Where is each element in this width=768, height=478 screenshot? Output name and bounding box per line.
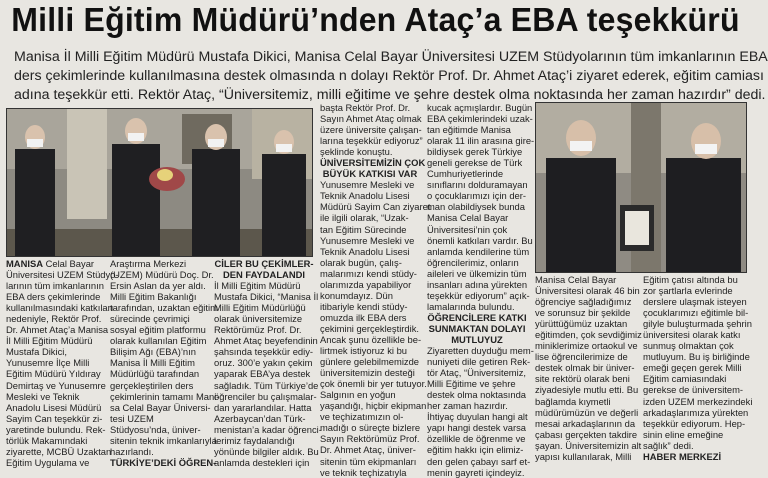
column-line: sağlık” dedi. bbox=[643, 439, 694, 451]
column-line: menistan’a kadar öğrenci- bbox=[214, 423, 322, 435]
column-line: destek olmak bir üniver- bbox=[535, 362, 635, 374]
column-line: nedeniyle, Rektör Prof. bbox=[6, 313, 102, 325]
column-line: lamalarında bulundu. bbox=[427, 300, 515, 312]
group-photo-image bbox=[7, 109, 312, 256]
column-line: Anadolu Lisesi Müdürü bbox=[6, 401, 102, 413]
column-line: öğrenciye sağladığımız bbox=[535, 296, 632, 308]
column-line: Ersin Aslan da yer aldı. bbox=[110, 280, 206, 292]
headline: Milli Eğitim Müdürü’nden Ataç’a EBA teşekkürü bbox=[11, 1, 740, 38]
column-line: sitenin tüm ekipmanları bbox=[320, 455, 417, 467]
column-line: Teknik Anadolu Lisesi bbox=[320, 245, 410, 257]
column-line: (UZEM) Müdürü Doç. Dr. bbox=[110, 269, 214, 281]
column-line: eğitim hakkı için elimiz- bbox=[427, 444, 524, 456]
column-line: man olabildiysek bunda bbox=[427, 201, 525, 213]
column-line: sunmuş olmaktan çok bbox=[643, 340, 734, 352]
column-line: Müdürlüğü tarafından bbox=[110, 368, 200, 380]
column-line: nuniyeti dile getiren Rek- bbox=[427, 356, 531, 368]
column-subheading: MUTLUYUZ bbox=[451, 333, 503, 345]
article-column-2 bbox=[110, 258, 220, 468]
column-line: itibariyle kendi stüdy- bbox=[320, 300, 408, 312]
lead-paragraph bbox=[14, 48, 768, 105]
column-line: Manisa İl Milli Eğitim bbox=[110, 357, 195, 369]
article-column-3 bbox=[214, 258, 322, 468]
column-line: olarak 11 ilin arasına gire- bbox=[427, 135, 535, 147]
column-subheading: CİLER BU ÇEKİMLER- bbox=[214, 258, 314, 269]
column-line: Mustafa Dikici, bbox=[6, 346, 67, 358]
column-line: Dr. Ahmet Ataç’a Manisa bbox=[6, 324, 109, 336]
column-line: EBA ders çekimlerinde bbox=[6, 291, 101, 303]
article-column-5 bbox=[427, 102, 535, 478]
column-line: Müdürü Sayim Can ziyaret bbox=[320, 201, 431, 213]
column-line: sınıflarını dolduramayan bbox=[427, 179, 528, 191]
column-line: Milli Eğitim Bakanlığı bbox=[110, 291, 197, 303]
column-line: ile ilgili olarak, “Uzak- bbox=[320, 212, 409, 224]
column-line: ve teçhizatımızın ol- bbox=[320, 411, 404, 423]
column-line: yaparak EBA’ya destek bbox=[214, 368, 311, 380]
column-line: sürecinde çevrimiçi bbox=[110, 313, 190, 325]
column-line: yürüttüğümüz uzaktan bbox=[535, 318, 628, 330]
article-column-4 bbox=[320, 102, 431, 478]
column-line: teşekkür ediyorum. Hep- bbox=[643, 417, 746, 429]
plaque-photo-image bbox=[536, 103, 746, 272]
column-line: destek olma noktasında bbox=[427, 389, 527, 401]
column-line: anlamda destekleri için bbox=[214, 456, 310, 468]
column-line: den gelen çabayı sarf et- bbox=[427, 455, 531, 467]
column-line: o çocuklarımızı için der- bbox=[427, 190, 526, 202]
column-line: çekimlerinin tamamı Mani- bbox=[110, 390, 220, 402]
column-line: yönünde bilgiler aldık. Bu bbox=[214, 445, 319, 457]
column-line: şeklinde konuştu. bbox=[320, 146, 393, 158]
column-subheading: SUNMAKTAN DOLAYI bbox=[428, 322, 526, 334]
column-line: Mesleki ve Teknik bbox=[6, 390, 80, 402]
column-line: Üniversitesi’nin çok bbox=[427, 223, 508, 235]
plaque-photo bbox=[535, 102, 747, 273]
column-line: larına teşekkür ediyoruz” bbox=[320, 135, 423, 147]
column-line: malarımızı kendi stüdy- bbox=[320, 267, 417, 279]
column-line: önemli katkıları vardır. Bu bbox=[427, 234, 533, 246]
column-line: şayan. Üniversitemizin alt bbox=[535, 439, 642, 451]
column-line: sinin eline emeğine bbox=[643, 428, 724, 440]
column-line: miniklerimize ortaokul ve bbox=[535, 340, 638, 352]
column-line: derslere ulaşmak isteyen bbox=[643, 296, 747, 308]
column-line: ve sorunsuz bir şekilde bbox=[535, 307, 631, 319]
column-line: Azerbaycan’dan Türk- bbox=[214, 412, 306, 424]
column-line: dan yararlandılar. Hatta bbox=[214, 401, 312, 413]
column-line: Ahmet Ataç beyefendinin bbox=[214, 335, 318, 347]
column-line: gerçekleştirilen ders bbox=[110, 379, 194, 391]
column-line: başta Rektör Prof. Dr. bbox=[320, 102, 411, 113]
column-line: geneli gerekse de Türk bbox=[427, 157, 523, 169]
column-line: tan eğitimde Manisa bbox=[427, 124, 511, 136]
column-line: tan Eğitim Sürecinde bbox=[320, 223, 407, 235]
column-line: insanları adına yürekten bbox=[427, 278, 528, 290]
column-line: oruz. 300’e yakın çekim bbox=[214, 357, 313, 369]
column-line: Eğitim Uygulama ve bbox=[6, 456, 90, 468]
column-line: İl Milli Eğitim Müdürü bbox=[214, 280, 301, 292]
column-line: İhtiyaç duyulan hangi alt bbox=[427, 411, 528, 423]
column-line: İl Milli Eğitim Müdürü bbox=[6, 335, 93, 347]
column-subheading: DEN FAYDALANDI bbox=[223, 269, 305, 281]
column-line: üniversitesi olarak katkı bbox=[643, 329, 741, 341]
column-line: yaşandığı, hiçbir ekipman bbox=[320, 400, 427, 412]
column-subheading: TÜRKİYE’DEKİ ÖĞREN- bbox=[110, 456, 217, 468]
column-line: bağlamda kıymetli bbox=[535, 395, 611, 407]
column-line: gilyle buluşturmada şehrin bbox=[643, 318, 752, 330]
column-line: arkadaşlarımıza yürekten bbox=[643, 406, 749, 418]
column-line: çocuklarımızı eğitimle bil- bbox=[643, 307, 749, 319]
column-line: Milli Eğitime ve şehre bbox=[427, 378, 516, 390]
column-line: olarak kullanılan Eğitim bbox=[110, 335, 207, 347]
column-line: ziyadesiyle mutlu etti. Bu bbox=[535, 384, 639, 396]
column-subheading: ÖĞRENCİLERE KATKI bbox=[427, 311, 527, 323]
column-line: mesai arkadaşlarının da bbox=[535, 417, 636, 429]
column-line: Eğitim Müdürü Yıldıray bbox=[6, 368, 101, 380]
column-line: Salgının en yoğun bbox=[320, 389, 396, 401]
column-line: anlamda kendilerine tüm bbox=[427, 245, 530, 257]
column-line: Cumhuriyetlerinde bbox=[427, 168, 504, 180]
column-line: çekimini gerçekleştirdik. bbox=[320, 322, 419, 334]
column-line: yaretinde bulundu. Rek- bbox=[6, 423, 106, 435]
column-line: çok önemli bir yer tutuyor. bbox=[320, 378, 427, 390]
lead-line: adına teşekkür etti. Rektör Ataç, “Üniversitemiz, milli eğitime ve şehre destek olma noktasında her zaman hazırdır” dedi. bbox=[14, 87, 766, 103]
column-line: Sayın Ahmet Ataç olmak bbox=[320, 113, 422, 125]
column-line: omuzda ilk EBA ders bbox=[320, 311, 407, 323]
column-line: Üniversitesi UZEM Stüdyo- bbox=[6, 269, 119, 281]
column-line: Araştırma Merkezi bbox=[110, 258, 187, 269]
column-subheading: BÜYÜK KATKISI VAR bbox=[322, 168, 418, 180]
column-line: mutluyum. Bu iş birliğinde bbox=[643, 351, 750, 363]
column-line: Sayim Can teşekkür zi- bbox=[6, 412, 103, 424]
column-line: Eğitim çatısı altında bu bbox=[643, 274, 738, 285]
column-line: madığı o süreçte bizlere bbox=[320, 422, 421, 434]
column-line: sitenin teknik imkanlarıyla bbox=[110, 434, 217, 446]
column-line: Milli Eğitim Müdürlüğü bbox=[214, 302, 306, 314]
column-line: hazırlandı. bbox=[110, 445, 154, 457]
lead-line: ders çekimlerinde kullanılmasına destek olmasında n dolayı Rektör Prof. Dr. Ahmet Ataç’i ziyaret ederek, eğitim camiası bbox=[14, 68, 764, 84]
column-line: Stüdyosu’nda, üniver- bbox=[110, 423, 201, 435]
column-line: Teknik Anadolu Lisesi bbox=[320, 190, 410, 202]
column-line: tesi UZEM bbox=[110, 412, 154, 424]
column-line: teşekkür ediyorum” açık- bbox=[427, 289, 530, 301]
column-line: çabası gerçekten takdire bbox=[535, 428, 638, 440]
column-line: sağladık. Tüm Türkiye’de bbox=[214, 379, 319, 391]
column-line: Mustafa Dikici, “Manisa İl bbox=[214, 291, 319, 303]
group-photo bbox=[6, 108, 313, 257]
column-line: gerekse de üniversitem- bbox=[643, 384, 744, 396]
column-line: ve teknik teçhizatıyla bbox=[320, 466, 407, 478]
column-line: Yunusemre İlçe Milli bbox=[6, 357, 90, 369]
column-subheading: ÜNİVERSİTEMİZİN ÇOK bbox=[320, 157, 426, 169]
column-line: lerimiz faydalandığı bbox=[214, 434, 295, 446]
column-line: Yunusemre Mesleki ve bbox=[320, 234, 415, 246]
column-line: Ziyaretten duyduğu mem- bbox=[427, 345, 534, 357]
column-line: olarımızda yapabiliyor bbox=[320, 278, 412, 290]
column-line: ziyarette, MCBÜ Uzaktan bbox=[6, 445, 112, 457]
column-line: Üniversitesi olarak 46 bin bbox=[535, 285, 640, 297]
column-line: törlük Makamındaki bbox=[6, 434, 88, 446]
column-line: lirtmek istiyoruz ki bu bbox=[320, 345, 407, 357]
column-line: yapısı kullanılarak, Milli bbox=[535, 450, 632, 462]
column-line: sosyal eğitim platformu bbox=[110, 324, 206, 336]
column-line: tör Ataç, “Üniversitemiz, bbox=[427, 367, 526, 379]
column-line: Manisa Celal Bayar bbox=[535, 274, 617, 285]
column-line: menin gayreti içindeyiz. bbox=[427, 466, 525, 478]
column-line: MANISA Celal Bayar bbox=[6, 258, 95, 269]
column-line: Dr. Ahmet Ataç, üniver- bbox=[320, 444, 416, 456]
column-line: üniversitemizin desteği bbox=[320, 367, 415, 379]
column-line: site rektörü olarak beni bbox=[535, 373, 630, 385]
column-line: bildiysek gerek Türkiye bbox=[427, 146, 523, 158]
column-line: Ancak şunu özellikle be- bbox=[320, 333, 422, 345]
column-line: müdürümüzün ve değerli bbox=[535, 406, 639, 418]
column-line: üzere üniversite çalışan- bbox=[320, 124, 422, 136]
column-line: özellikle de öğrenme ve bbox=[427, 433, 526, 445]
column-line: aileleri ve ülkemizin tüm bbox=[427, 267, 527, 279]
column-line: her zaman hazırdır. bbox=[427, 400, 508, 412]
lead-line: Manisa İl Milli Eğitim Müdürü Mustafa Dikici, Manisa Celal Bayar Üniversitesi UZEM Stüdyolarının tüm imkanlarının EBA bbox=[14, 49, 768, 65]
column-line: olarak bugün, çalış- bbox=[320, 256, 402, 268]
column-line: Sayın Rektörümüz Prof. bbox=[320, 433, 420, 445]
column-line: EBA çekimlerindeki uzak- bbox=[427, 113, 533, 125]
column-line: şahsında teşekkür ediy- bbox=[214, 346, 314, 358]
column-line: Manisa Celal Bayar bbox=[427, 212, 509, 224]
column-line: zor şartlarla evlerinde bbox=[643, 285, 733, 297]
column-line: izden UZEM merkezindeki bbox=[643, 395, 753, 407]
column-line: öğrenciler bu çalışmalar- bbox=[214, 390, 317, 402]
column-line: emeği geçen gerek Milli bbox=[643, 362, 742, 374]
article-column-1 bbox=[6, 258, 119, 468]
column-line: kullanılmasındaki katkıları bbox=[6, 302, 114, 314]
article-column-7 bbox=[643, 274, 753, 462]
article-column-6 bbox=[535, 274, 642, 462]
column-line: yapı hangi destek varsa bbox=[427, 422, 527, 434]
column-line: konumdayız. Dün bbox=[320, 289, 393, 301]
column-line: eğitimden, çok sevdiğimiz bbox=[535, 329, 642, 341]
column-line: olarak üniversitemize bbox=[214, 313, 303, 325]
column-line: öğrencilerimiz, onların bbox=[427, 256, 519, 268]
column-line: larının tüm imkanlarının bbox=[6, 280, 104, 292]
column-line: Demirtaş ve Yunusemre bbox=[6, 379, 106, 391]
column-line: Rektörümüz Prof. Dr. bbox=[214, 324, 302, 336]
column-line: tarafından, uzaktan eğitim bbox=[110, 302, 218, 314]
column-line: günlere gelebilmemizde bbox=[320, 356, 420, 368]
column-line: lise öğrencilerimize de bbox=[535, 351, 628, 363]
column-line: kucak açmışlardır. Bugün bbox=[427, 102, 533, 113]
column-line: Eğitim camiasındaki bbox=[643, 373, 727, 385]
column-line: Yunusemre Mesleki ve bbox=[320, 179, 415, 191]
column-line: Bilişim Ağı (EBA)’nın bbox=[110, 346, 196, 358]
byline: HABER MERKEZİ bbox=[643, 450, 722, 462]
column-line: sa Celal Bayar Üniversi- bbox=[110, 401, 211, 413]
